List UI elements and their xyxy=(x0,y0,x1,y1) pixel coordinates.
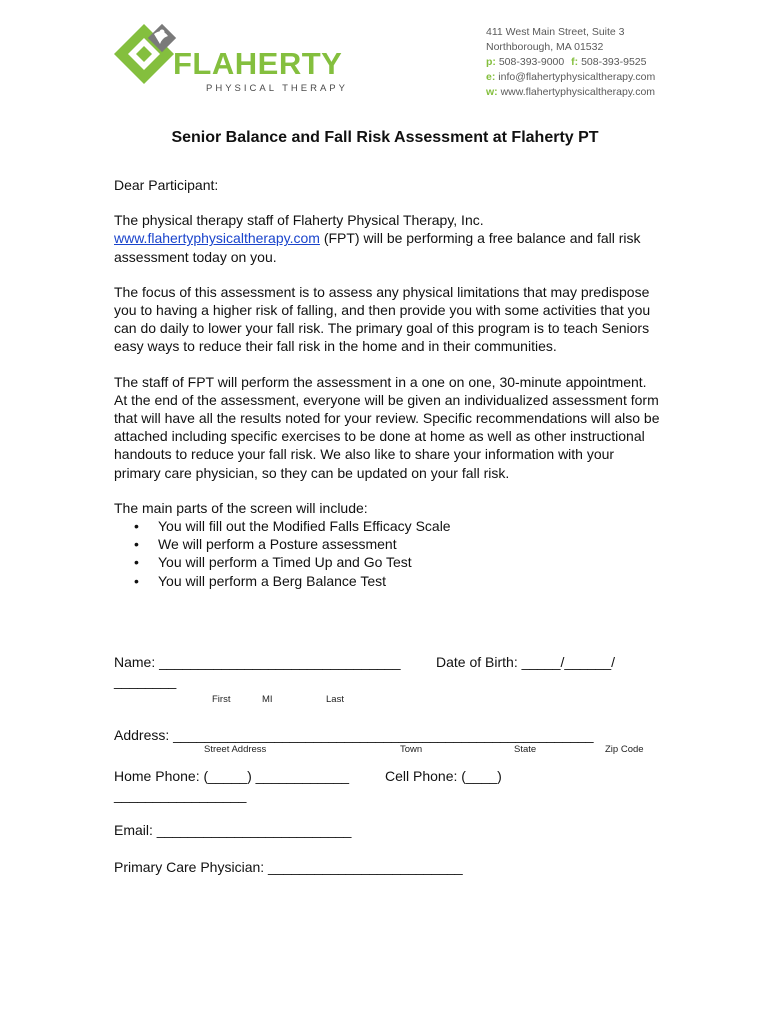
town-label: Town xyxy=(400,744,423,755)
assessment-list xyxy=(114,517,662,590)
company-logo xyxy=(110,22,350,104)
name-last-label: Last xyxy=(326,694,344,705)
focus-paragraph: The focus of this assessment is to assess any physical limitations that may predispose you to having a higher risk of falling, and then provide you with some activities that you can do daily to lower your fall risk. The primary goal of this program is to teach Seniors easy ways to reduce their fall risk in the home and in their communities. xyxy=(114,283,651,355)
web-line xyxy=(486,85,655,100)
fax-number: 508-393-9525 xyxy=(581,56,647,68)
email-line xyxy=(486,70,655,85)
web-label: w: xyxy=(486,86,498,98)
zip-code-label: Zip Code xyxy=(605,744,644,755)
phone-fax-line xyxy=(486,55,655,70)
cell-phone-continuation[interactable]: _________________ xyxy=(114,787,247,803)
contact-website[interactable]: www.flahertyphysicaltherapy.com xyxy=(500,86,656,98)
list-item: • We will perform a Posture assessment xyxy=(114,535,662,553)
pcp-field[interactable]: Primary Care Physician: _________________________ xyxy=(114,859,463,875)
phone-label: p: xyxy=(486,56,496,68)
address-field[interactable]: Address: ______________________________________________________ xyxy=(114,727,594,743)
address-line-1: 411 West Main Street, Suite 3 xyxy=(486,26,625,38)
name-mi-label: MI xyxy=(262,694,273,705)
phone-number: 508-393-9000 xyxy=(498,56,565,68)
logo-subtitle: PHYSICAL THERAPY xyxy=(206,83,348,94)
intro-paragraph xyxy=(114,211,662,266)
home-phone-field[interactable]: Home Phone: (_____) ____________ xyxy=(114,768,350,784)
address-line-2: Northborough, MA 01532 xyxy=(486,41,604,53)
cell-phone-field[interactable]: Cell Phone: (____) xyxy=(385,768,502,784)
document-title: Senior Balance and Fall Risk Assessment at Flaherty PT xyxy=(171,129,599,146)
fax-label: f: xyxy=(571,56,579,68)
greeting: Dear Participant: xyxy=(114,177,219,193)
logo-diamond-icon xyxy=(110,22,180,104)
letter-body xyxy=(114,176,662,590)
contact-email[interactable]: info@flahertyphysicaltherapy.com xyxy=(498,71,656,83)
email-label: e: xyxy=(486,71,496,83)
list-item: • You will fill out the Modified Falls Efficacy Scale xyxy=(114,517,662,535)
intro-text: The physical therapy staff of Flaherty Physical Therapy, Inc. xyxy=(114,212,484,229)
list-intro: The main parts of the screen will include: xyxy=(114,499,368,516)
name-field[interactable]: Name: _______________________________ xyxy=(114,654,401,670)
email-field[interactable]: Email: _________________________ xyxy=(114,822,352,838)
contact-info xyxy=(486,25,655,100)
website-link[interactable]: www.flahertyphysicaltherapy.com xyxy=(114,230,320,247)
list-item: • You will perform a Timed Up and Go Test xyxy=(114,553,662,571)
dob-field[interactable]: Date of Birth: _____/______/ xyxy=(436,654,616,670)
name-first-label: First xyxy=(212,694,231,705)
dob-year-field[interactable]: ________ xyxy=(114,673,177,689)
intro-text-end: (FPT) will be performing a free balance and fall risk assessment today on you. xyxy=(114,230,641,265)
list-item: • You will perform a Berg Balance Test xyxy=(114,572,662,590)
logo-wordmark: FLAHERTY xyxy=(173,46,343,81)
staff-paragraph: The staff of FPT will perform the assessment in a one on one, 30-minute appointment. At the end of the assessment, everyone will be given an individualized assessment form that will have all the results noted for your review. Specific recommendations will also be attached including specific exercises to be done at home as well as other instructional handouts to reduce your fall risk. We also like to share your information with your primary care physician, so they can be updated on your fall risk. xyxy=(114,373,660,481)
state-label: State xyxy=(514,744,537,755)
street-address-label: Street Address xyxy=(204,744,267,755)
